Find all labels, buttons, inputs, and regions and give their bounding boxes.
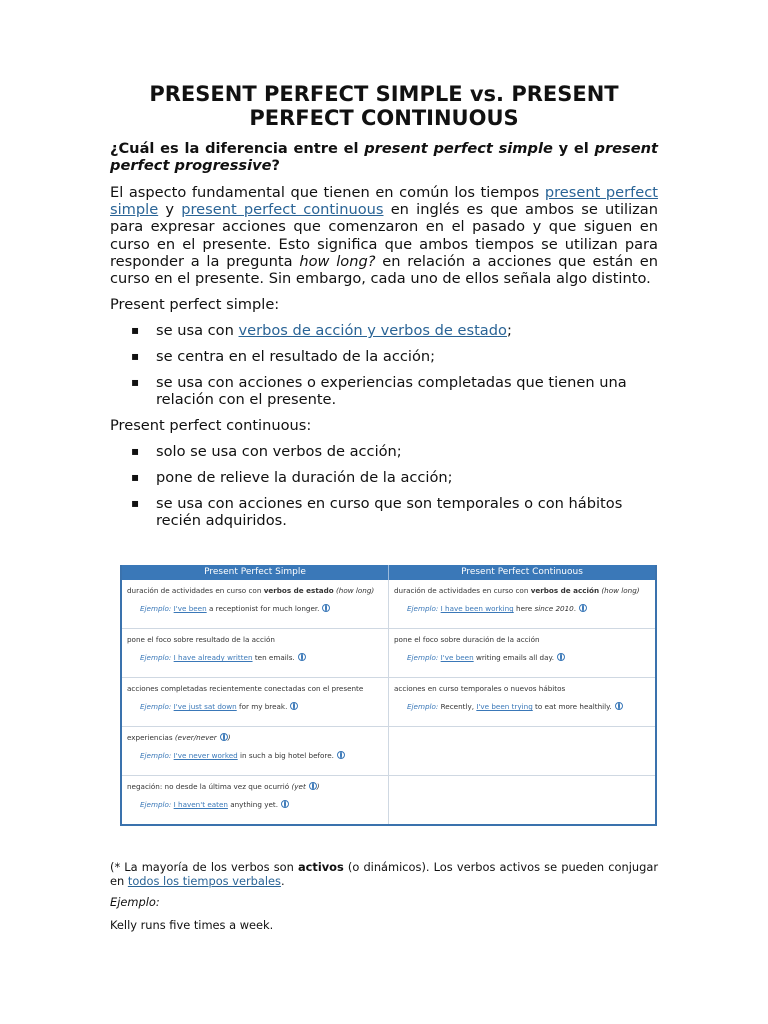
ejemplo-label: Ejemplo: [407, 653, 439, 662]
header-continuous: Present Perfect Continuous [388, 565, 655, 580]
table-row [122, 677, 655, 726]
cell-example [140, 751, 345, 760]
paren-close: ) [227, 733, 231, 742]
intro-text-2: y [158, 201, 182, 219]
header-simple: Present Perfect Simple [204, 567, 306, 577]
example-text: here [513, 604, 535, 613]
simple-label: Present perfect simple: [110, 296, 280, 314]
intro-text-3: en inglés es que ambos se utilizan para expresar acciones que comenzaron en el pasado y que siguen en curso en el presente. Esto significa que ambos tiempos se utilizan para responder a la pregunta [110, 201, 658, 270]
note-text: . [280, 874, 285, 888]
intro-how-long: how long? [299, 252, 376, 270]
globe-icon[interactable] [322, 604, 330, 612]
comparison-table [120, 565, 657, 826]
paren-close: ) [316, 782, 320, 791]
table-row [122, 726, 655, 775]
table-row [122, 628, 655, 677]
question-text-1: ¿Cuál es la diferencia entre el [110, 140, 365, 157]
example-text: a receptionist for much longer. [206, 604, 320, 613]
cell-description: pone el foco sobre resultado de la acción [127, 635, 275, 644]
table-cell [122, 629, 388, 677]
example-text: in such a big hotel before. [237, 751, 334, 760]
example-text: for my break. [236, 702, 288, 711]
link-todos-tiempos-verbales[interactable]: todos los tiempos verbales [127, 874, 281, 888]
ejemplo-label: Ejemplo: [407, 702, 439, 711]
bullet-icon: ▪ [131, 323, 140, 338]
item-text: ; [506, 322, 512, 340]
note-text: (o dinámicos). Los verbos activos se pueden conjugar en [110, 860, 658, 888]
example-link[interactable]: I've been [173, 604, 207, 613]
cell-example [140, 604, 330, 613]
example-link[interactable]: I have already written [173, 653, 253, 662]
item-text: solo se usa con verbos de acción; [156, 443, 402, 461]
desc-text: experiencias [127, 733, 175, 742]
question-text-2: y el [552, 140, 595, 157]
continuous-label: Present perfect continuous: [110, 417, 312, 435]
intro-text-1: El aspecto fundamental que tienen en común los tiempos [110, 184, 545, 201]
example-text: anything yet. [227, 800, 278, 809]
bullet-icon: ▪ [131, 349, 140, 364]
list-item [110, 322, 658, 339]
question-term-1: present perfect simple [364, 140, 553, 157]
table-row [122, 580, 655, 628]
globe-icon[interactable] [298, 653, 306, 661]
question-term-2: present perfect progressive [110, 140, 659, 174]
example-link[interactable]: I haven't eaten [173, 800, 228, 809]
bullet-icon: ▪ [131, 470, 140, 485]
item-text: se centra en el resultado de la acción; [156, 348, 436, 366]
table-cell [388, 580, 655, 628]
table-header [122, 565, 655, 580]
list-item [110, 469, 658, 486]
bullet-icon: ▪ [131, 375, 140, 390]
desc-text: negación: no desde la última vez que ocurrió [127, 782, 292, 791]
table-cell-empty [388, 776, 655, 824]
bullet-icon: ▪ [131, 444, 140, 459]
note-bold: activos [297, 860, 344, 874]
example-text: ten emails. [252, 653, 295, 662]
example-label: Ejemplo: [110, 895, 160, 909]
desc-italic: (yet [291, 782, 306, 791]
desc-bold: verbos de estado [263, 586, 334, 595]
table-cell [122, 727, 388, 775]
cell-example [407, 702, 623, 711]
footnote [110, 860, 658, 888]
cell-description [127, 782, 320, 791]
example-text: Recently, [440, 702, 477, 711]
question-text-3: ? [271, 157, 280, 174]
example-text: . [573, 604, 577, 613]
desc-italic: (how long) [599, 586, 640, 595]
example-link[interactable]: I've never worked [173, 751, 238, 760]
desc-text: duración de actividades en curso con [127, 586, 264, 595]
link-present-perfect-continuous[interactable]: present perfect continuous [181, 201, 384, 219]
example-link[interactable]: I've been [440, 653, 474, 662]
ejemplo-label: Ejemplo: [407, 604, 439, 613]
globe-icon[interactable] [220, 733, 228, 741]
table-cell [122, 776, 388, 824]
example-link[interactable]: I have been working [440, 604, 514, 613]
list-item [110, 348, 658, 365]
ejemplo-label: Ejemplo: [140, 751, 172, 760]
item-text: se usa con acciones o experiencias completadas que tienen una relación con el presente. [156, 374, 627, 409]
page-title: PRESENT PERFECT SIMPLE vs. PRESENT PERFECT CONTINUOUS [149, 82, 619, 130]
example-italic: since 2010 [534, 604, 574, 613]
cell-description: acciones completadas recientemente conectadas con el presente [127, 684, 364, 693]
cell-description: acciones en curso temporales o nuevos hábitos [394, 684, 566, 693]
item-text: se usa con acciones en curso que son temporales o con hábitos recién adquiridos. [156, 495, 623, 530]
table-cell [388, 678, 655, 726]
cell-example [407, 653, 565, 662]
cell-description: pone el foco sobre duración de la acción [394, 635, 540, 644]
desc-text: duración de actividades en curso con [394, 586, 531, 595]
table-cell-empty [388, 727, 655, 775]
desc-italic: (ever/never [174, 733, 217, 742]
desc-bold: verbos de acción [530, 586, 600, 595]
table-cell [122, 580, 388, 628]
list-item [110, 443, 658, 460]
cell-description [127, 586, 374, 595]
list-item [110, 374, 658, 408]
cell-description [394, 586, 640, 595]
cell-example [140, 702, 298, 711]
simple-list [110, 322, 658, 408]
globe-icon[interactable] [309, 782, 317, 790]
table-row [122, 775, 655, 824]
globe-icon[interactable] [290, 702, 298, 710]
globe-icon[interactable] [337, 751, 345, 759]
link-verbos-accion-estado[interactable]: verbos de acción y verbos de estado [238, 322, 507, 340]
document-body [110, 82, 658, 538]
continuous-list [110, 443, 658, 529]
example-sentence: Kelly runs five times a week. [110, 918, 274, 932]
example-text: to eat more healthily. [532, 702, 612, 711]
intro-text-4: en relación a acciones que están en curso en el presente. Sin embargo, cada uno de ellos señala algo distinto. [110, 252, 659, 288]
cell-example [140, 653, 306, 662]
globe-icon[interactable] [557, 653, 565, 661]
ejemplo-label: Ejemplo: [140, 653, 172, 662]
table-cell [122, 678, 388, 726]
bullet-icon: ▪ [131, 496, 140, 511]
note-text: (* La mayoría de los verbos son [110, 860, 298, 874]
globe-icon[interactable] [281, 800, 289, 808]
example-link[interactable]: I've been trying [476, 702, 533, 711]
intro-paragraph [110, 184, 658, 287]
ejemplo-label: Ejemplo: [140, 800, 172, 809]
ejemplo-label: Ejemplo: [140, 702, 172, 711]
list-item [110, 495, 658, 529]
ejemplo-label: Ejemplo: [140, 604, 172, 613]
example-text: writing emails all day. [473, 653, 555, 662]
table-cell [388, 629, 655, 677]
globe-icon[interactable] [579, 604, 587, 612]
desc-italic: (how long) [333, 586, 375, 595]
example-link[interactable]: I've just sat down [173, 702, 237, 711]
cell-example [140, 800, 289, 809]
item-text: pone de relieve la duración de la acción; [156, 469, 453, 487]
globe-icon[interactable] [615, 702, 623, 710]
cell-description [127, 733, 231, 742]
question-heading [110, 140, 658, 174]
item-text: se usa con [156, 322, 239, 340]
link-present-perfect-simple[interactable]: present perfect simple [110, 184, 659, 219]
cell-example [407, 604, 587, 613]
